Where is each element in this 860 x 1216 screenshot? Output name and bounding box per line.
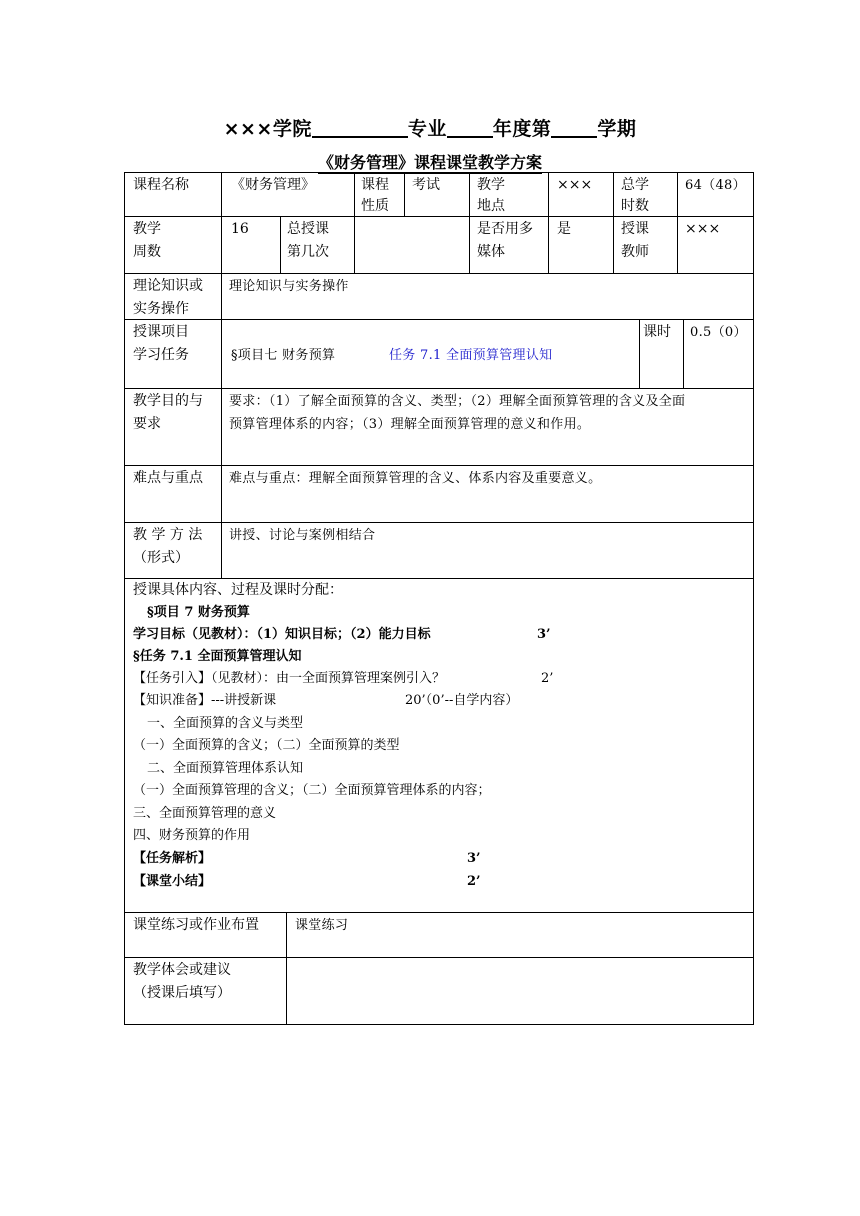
objectives-label: 教学目的与 [133, 393, 203, 409]
year-label: 年度第 [492, 118, 552, 140]
major-blank [312, 118, 408, 138]
session-label: 第几次 [287, 244, 329, 260]
teaching-method-label: 教 学 方 法 [133, 527, 203, 543]
multimedia-label: 是否用多 [477, 221, 533, 237]
course-name-label: 课程名称 [133, 177, 189, 193]
content-line: 四、财务预算的作用 [133, 828, 251, 843]
theory-practice-value: 理论知识与实务操作 [229, 279, 349, 294]
page-title [0, 114, 860, 141]
lesson-hours-value: 0.5（0） [690, 325, 747, 340]
major-label: 专业 [407, 118, 447, 140]
row-divider [125, 912, 753, 913]
col-divider [354, 173, 355, 273]
session-label: 总授课 [287, 221, 329, 237]
content-line: 三、全面预算管理的意义 [133, 806, 277, 821]
project-task-label: 授课项目 [133, 324, 189, 340]
total-hours-value: 64（48） [685, 178, 746, 193]
reflection-label: （授课后填写） [133, 985, 231, 1001]
content-line: 【课堂小结】 2’ [133, 874, 481, 889]
term-label: 学期 [597, 118, 637, 140]
multimedia-label: 媒体 [477, 244, 505, 260]
row-divider [125, 273, 753, 274]
key-points-label: 难点与重点 [133, 470, 203, 486]
key-points-value: 难点与重点：理解全面预算管理的含义、体系内容及重要意义。 [229, 471, 602, 486]
total-hours-label: 时数 [621, 198, 649, 214]
theory-practice-label: 实务操作 [133, 301, 189, 317]
col-divider [683, 319, 684, 388]
reflection-label: 教学体会或建议 [133, 962, 231, 978]
multimedia-value: 是 [557, 221, 571, 237]
course-name-value: 《财务管理》 [231, 177, 315, 193]
total-hours-label: 总学 [621, 177, 649, 193]
content-line: （一）全面预算管理的含义；（二）全面预算管理体系的内容； [133, 783, 491, 798]
teaching-method-label: （形式） [133, 550, 189, 566]
project-value: §项目七 财务预算 [231, 348, 336, 363]
project-task-label: 学习任务 [133, 347, 189, 363]
weeks-value: 16 [231, 221, 249, 237]
col-divider [639, 319, 640, 388]
col-divider [613, 173, 614, 273]
objectives-label: 要求 [133, 416, 161, 432]
row-divider [125, 957, 753, 958]
term-blank [551, 118, 597, 138]
row-divider [125, 388, 753, 389]
homework-value: 课堂练习 [295, 918, 349, 933]
task-value: 任务 7.1 全面预算管理认知 [389, 348, 553, 363]
subtitle-text: 《财务管理》课程课堂教学方案 [317, 153, 542, 172]
content-line: 一、全面预算的含义与类型 [147, 716, 304, 731]
course-nature-label: 课程 [361, 177, 389, 193]
teacher-label: 教师 [621, 244, 649, 260]
location-label: 地点 [477, 198, 505, 214]
location-label: 教学 [477, 177, 505, 193]
document-subtitle [0, 150, 860, 173]
row-divider [125, 319, 753, 320]
col-divider [404, 173, 405, 216]
homework-label: 课堂练习或作业布置 [133, 917, 259, 933]
content-line: 二、全面预算管理体系认知 [147, 761, 304, 776]
teacher-label: 授课 [621, 221, 649, 237]
lesson-plan-table [124, 172, 754, 1025]
college-name: ×××学院 [223, 118, 312, 140]
row-divider [125, 216, 753, 217]
weeks-label: 教学 [133, 221, 161, 237]
col-divider [548, 173, 549, 273]
objectives-text: 要求：（1）了解全面预算的含义、类型；（2）理解全面预算管理的含义及全面 [229, 394, 686, 409]
content-line: 【任务解析】 3’ [133, 851, 481, 866]
col-divider [469, 173, 470, 273]
col-divider [286, 912, 287, 1025]
content-line: §任务 7.1 全面预算管理认知 [133, 649, 302, 664]
col-divider [221, 273, 222, 578]
objectives-text: 预算管理体系的内容；（3）理解全面预算管理的意义和作用。 [229, 417, 591, 432]
content-line: 【任务引入】（见教材）：由一全面预算管理案例引入？ 2’ [133, 671, 554, 686]
row-divider [125, 522, 753, 523]
theory-practice-label: 理论知识或 [133, 278, 203, 294]
col-divider [221, 173, 222, 273]
content-line: §项目 7 财务预算 [147, 605, 250, 620]
course-nature-value: 考试 [412, 177, 440, 193]
course-nature-label: 性质 [361, 198, 389, 214]
teacher-value: ××× [685, 221, 721, 237]
col-divider [280, 216, 281, 273]
location-value: ××× [557, 177, 593, 193]
col-divider [677, 173, 678, 273]
row-divider [125, 465, 753, 466]
teaching-method-value: 讲授、讨论与案例相结合 [229, 528, 376, 543]
year-blank [447, 118, 493, 138]
lesson-hours-label: 课时 [643, 324, 671, 340]
weeks-label: 周数 [133, 244, 161, 260]
content-heading: 授课具体内容、过程及课时分配： [133, 582, 343, 598]
content-line: （一）全面预算的含义；（二）全面预算的类型 [133, 738, 400, 753]
content-line: 学习目标（见教材）：（1）知识目标；（2）能力目标 3’ [133, 627, 551, 642]
content-line: 【知识准备】---讲授新课 20’（0’--自学内容） [133, 693, 519, 708]
